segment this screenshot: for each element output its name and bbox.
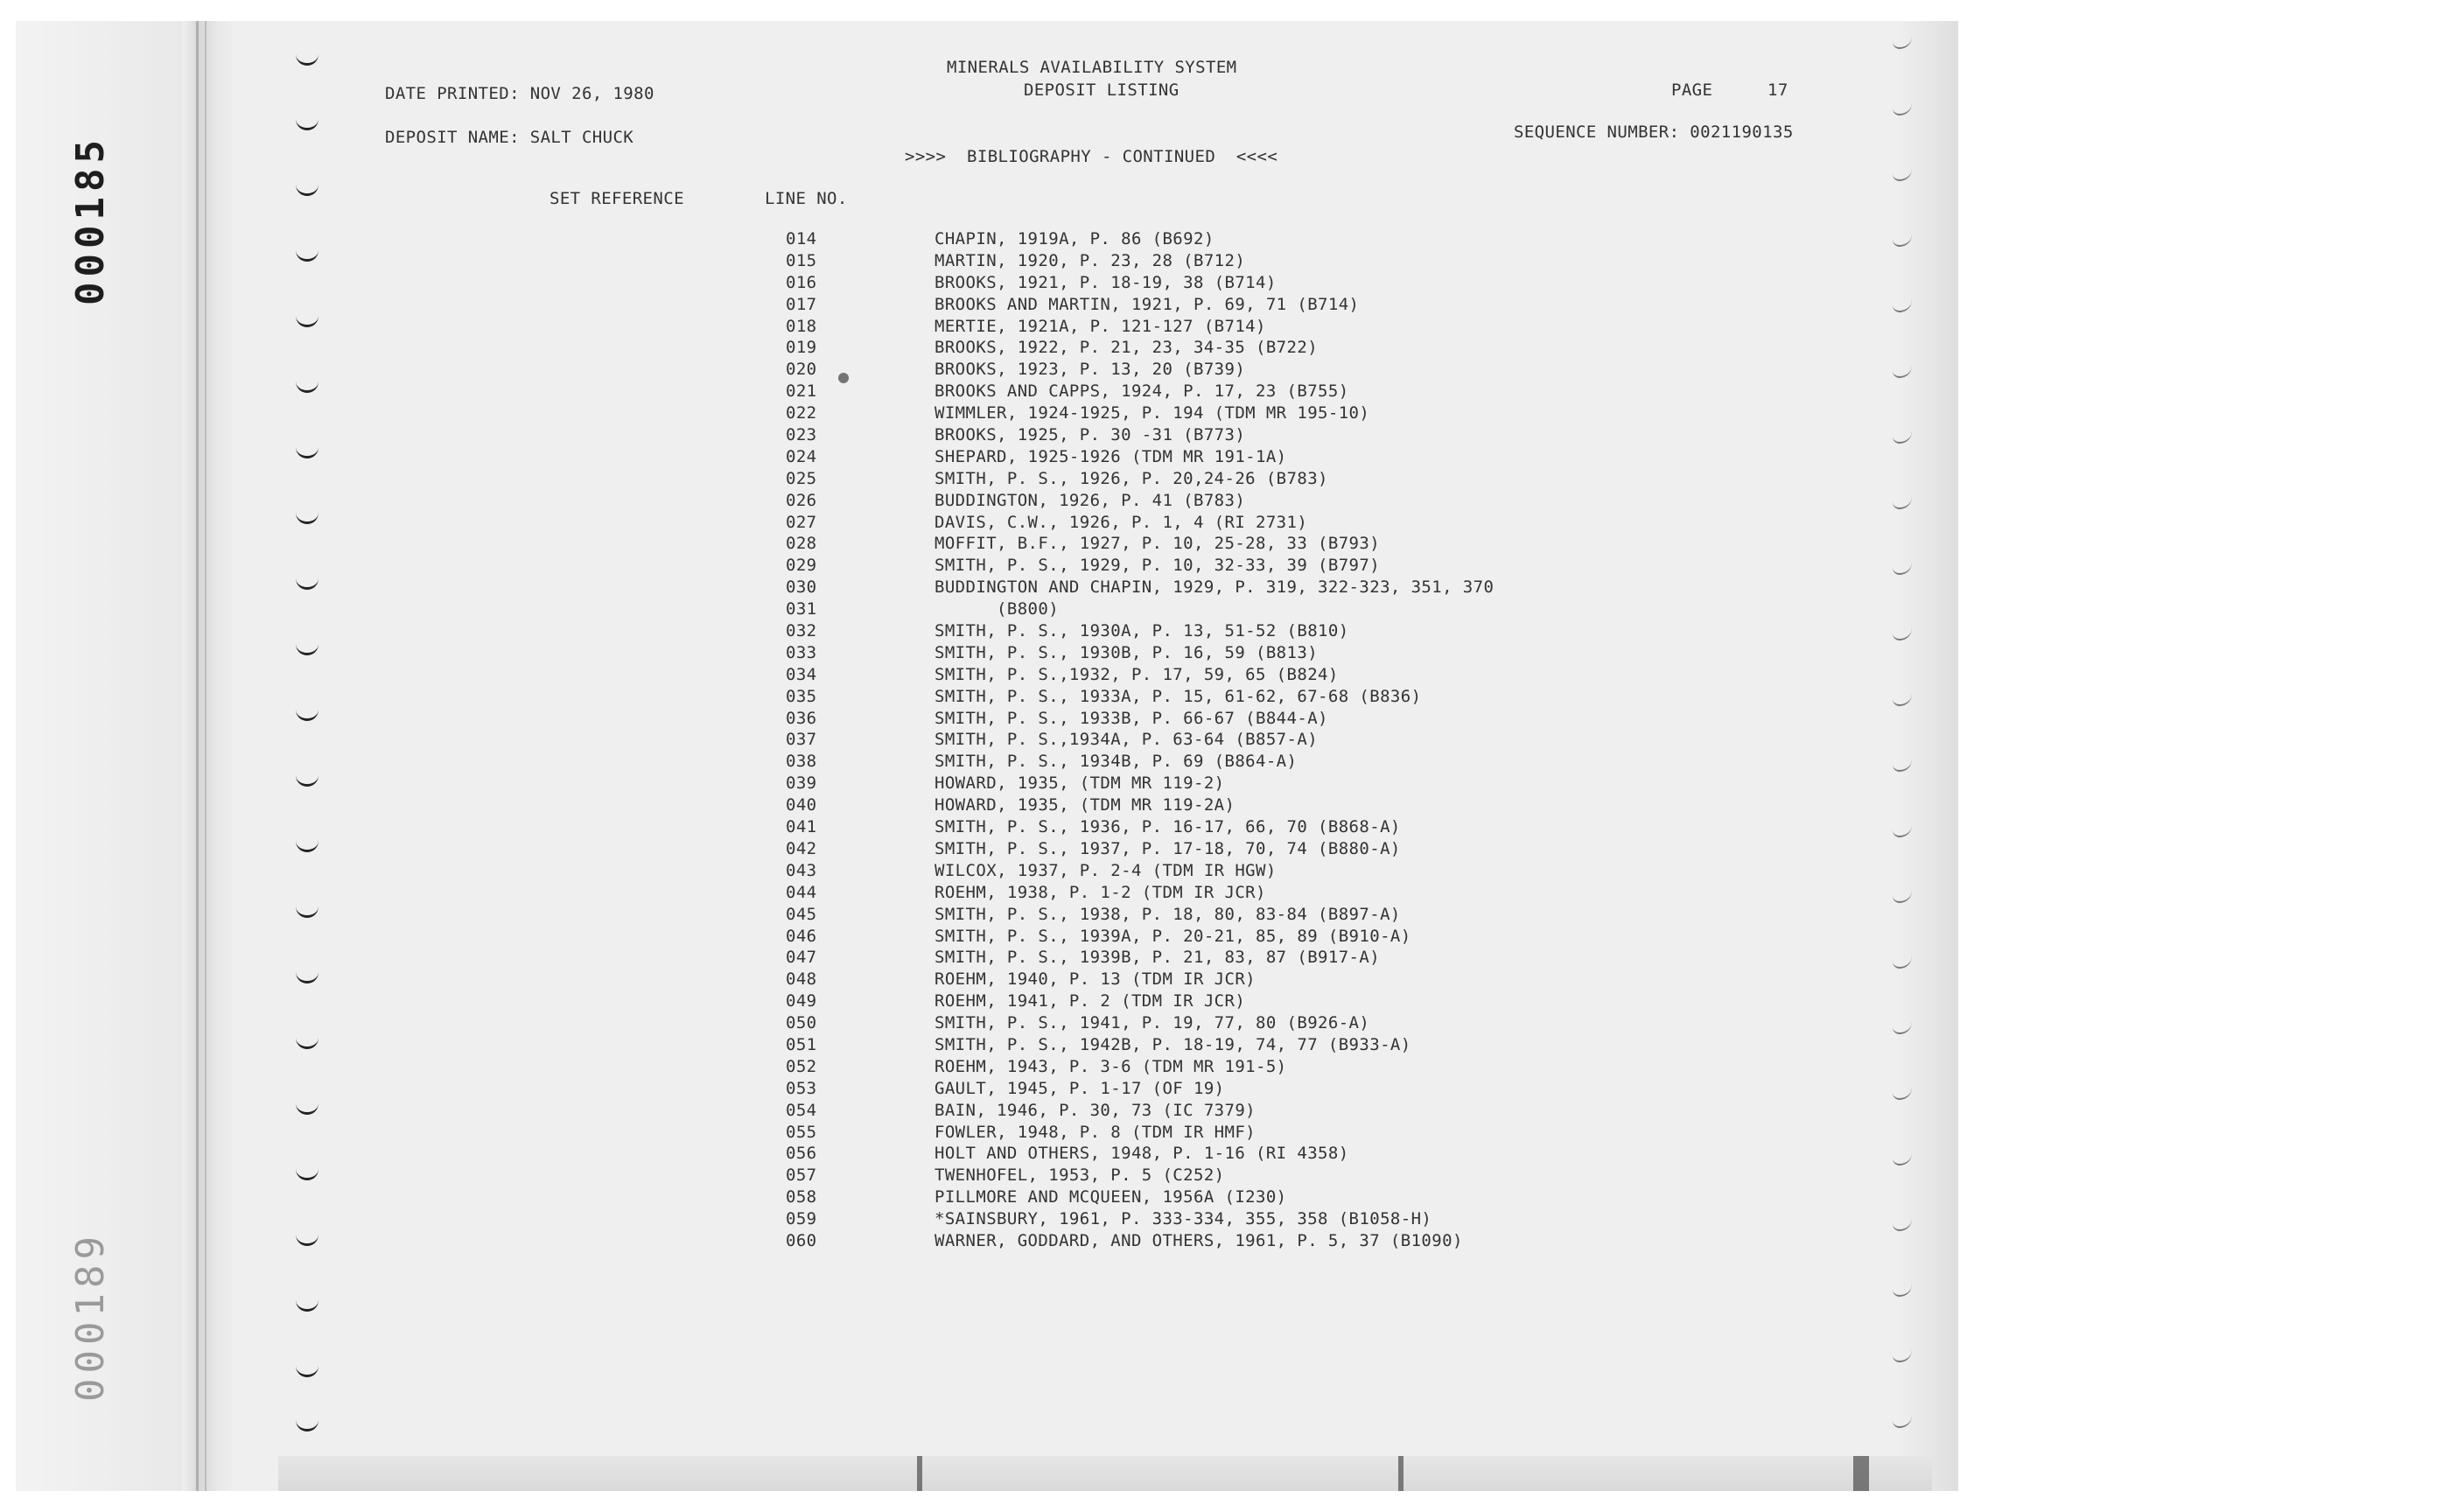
reference-text: BROOKS, 1923, P. 13, 20 (B739) [934, 360, 1246, 380]
reference-text: ROEHM, 1940, P. 13 (TDM IR JCR) [934, 970, 1256, 990]
line-number: 055 [786, 1122, 817, 1142]
reference-text: WARNER, GODDARD, AND OTHERS, 1961, P. 5, 37 (B1090) [934, 1230, 1463, 1250]
section-title: >>>> BIBLIOGRAPHY - CONTINUED <<<< [905, 147, 1278, 166]
line-number: 058 [786, 1187, 817, 1208]
line-number: 051 [786, 1034, 817, 1054]
line-number: 028 [786, 534, 817, 554]
bottom-edge-band [278, 1456, 1932, 1491]
reference-text: *SAINSBURY, 1961, P. 333-334, 355, 358 (B1058-H) [934, 1209, 1432, 1229]
reference-text: SMITH, P. S.,1934A, P. 63-64 (B857-A) [934, 730, 1319, 750]
page-number: 17 [1768, 80, 1788, 100]
line-number: 034 [786, 664, 817, 684]
line-number: 029 [786, 556, 817, 576]
bottom-edge-mark [1853, 1456, 1869, 1491]
feed-hole [296, 116, 318, 130]
line-number: 014 [786, 229, 817, 248]
feed-hole [296, 444, 318, 458]
line-number: 052 [786, 1056, 817, 1076]
feed-hole [296, 1166, 318, 1180]
reference-text: SMITH, P. S., 1936, P. 16-17, 66, 70 (B868-A) [934, 817, 1401, 837]
line-number: 020 [786, 360, 817, 380]
reference-text: CHAPIN, 1919A, P. 86 (B692) [934, 229, 1214, 248]
reference-text: BROOKS, 1922, P. 21, 23, 34-35 (B722) [934, 338, 1319, 358]
reference-text: SMITH, P. S., 1930A, P. 13, 51-52 (B810) [934, 621, 1349, 641]
ink-speck [838, 373, 849, 383]
line-number: 035 [786, 686, 817, 706]
line-number: 030 [786, 578, 817, 598]
line-number: 039 [786, 774, 817, 794]
reference-text: BUDDINGTON AND CHAPIN, 1929, P. 319, 322-323, 351, 370 [934, 578, 1494, 598]
feed-hole [296, 706, 318, 721]
fold-shadow [182, 21, 234, 1491]
line-number: 025 [786, 468, 817, 488]
line-number: 026 [786, 490, 817, 510]
reference-text: (B800) [934, 599, 1060, 620]
page-stamp-bottom: 000189 [68, 1231, 113, 1402]
reference-text: WIMMLER, 1924-1925, P. 194 (TDM MR 195-10) [934, 403, 1370, 424]
reference-text: BAIN, 1946, P. 30, 73 (IC 7379) [934, 1100, 1256, 1120]
reference-text: HOWARD, 1935, (TDM MR 119-2) [934, 774, 1225, 794]
feed-hole [296, 1231, 318, 1246]
line-number: 054 [786, 1100, 817, 1120]
feed-hole [296, 640, 318, 655]
line-no-header: LINE NO. [765, 189, 848, 208]
system-title: MINERALS AVAILABILITY SYSTEM [947, 58, 1237, 77]
line-number: 046 [786, 926, 817, 946]
line-number: 021 [786, 382, 817, 402]
reference-text: MOFFIT, B.F., 1927, P. 10, 25-28, 33 (B793) [934, 534, 1381, 554]
feed-hole [296, 1034, 318, 1049]
feed-hole [296, 1362, 318, 1377]
feed-hole [296, 312, 318, 327]
reference-text: WILCOX, 1937, P. 2-4 (TDM IR HGW) [934, 860, 1277, 880]
line-number: 045 [786, 904, 817, 924]
line-number: 033 [786, 642, 817, 662]
reference-text: SMITH, P. S., 1937, P. 17-18, 70, 74 (B880-A) [934, 838, 1401, 858]
reference-text: ROEHM, 1943, P. 3-6 (TDM MR 191-5) [934, 1056, 1287, 1076]
line-number: 044 [786, 882, 817, 902]
feed-hole [296, 181, 318, 196]
line-number: 049 [786, 991, 817, 1012]
date-printed: DATE PRINTED: NOV 26, 1980 [385, 84, 654, 103]
reference-text: ROEHM, 1941, P. 2 (TDM IR JCR) [934, 991, 1246, 1012]
feed-hole [296, 772, 318, 787]
line-number: 037 [786, 730, 817, 750]
line-number: 016 [786, 272, 817, 292]
line-number: 032 [786, 621, 817, 641]
reference-text: ROEHM, 1938, P. 1-2 (TDM IR JCR) [934, 882, 1266, 902]
reference-text: SMITH, P. S., 1929, P. 10, 32-33, 39 (B797) [934, 556, 1381, 576]
fold-line [196, 21, 199, 1491]
reference-text: SMITH, P. S., 1941, P. 19, 77, 80 (B926-A) [934, 1013, 1370, 1033]
fold-line [205, 21, 206, 1491]
feed-hole [296, 1297, 318, 1312]
reference-text: PILLMORE AND MCQUEEN, 1956A (I230) [934, 1187, 1287, 1208]
line-number: 023 [786, 425, 817, 445]
feed-hole [296, 969, 318, 984]
bottom-edge-mark [917, 1456, 922, 1491]
sequence-number: SEQUENCE NUMBER: 0021190135 [1514, 122, 1794, 142]
deposit-name: DEPOSIT NAME: SALT CHUCK [385, 128, 634, 147]
line-number: 059 [786, 1209, 817, 1229]
line-number: 022 [786, 403, 817, 424]
reference-text: SMITH, P. S., 1939A, P. 20-21, 85, 89 (B910-A) [934, 926, 1411, 946]
reference-text: MARTIN, 1920, P. 23, 28 (B712) [934, 250, 1246, 270]
feed-hole [296, 51, 318, 66]
reference-text: SMITH, P. S., 1942B, P. 18-19, 74, 77 (B933-A) [934, 1034, 1411, 1054]
page-stamp-top: 000185 [68, 135, 113, 305]
line-number: 047 [786, 948, 817, 968]
line-number: 036 [786, 708, 817, 728]
line-number: 060 [786, 1230, 817, 1250]
reference-text: SMITH, P. S., 1939B, P. 21, 83, 87 (B917-A) [934, 948, 1381, 968]
line-number: 027 [786, 512, 817, 532]
reference-text: HOLT AND OTHERS, 1948, P. 1-16 (RI 4358) [934, 1144, 1349, 1164]
reference-text: SHEPARD, 1925-1926 (TDM MR 191-1A) [934, 446, 1287, 466]
feed-hole [296, 378, 318, 393]
line-number: 043 [786, 860, 817, 880]
reference-text: SMITH, P. S., 1930B, P. 16, 59 (B813) [934, 642, 1319, 662]
feed-hole [296, 837, 318, 852]
bottom-edge-mark [1398, 1456, 1404, 1491]
line-number: 018 [786, 316, 817, 336]
reference-text: BROOKS, 1921, P. 18-19, 38 (B714) [934, 272, 1277, 292]
feed-hole [296, 575, 318, 590]
line-number: 040 [786, 795, 817, 816]
reference-text: BROOKS AND CAPPS, 1924, P. 17, 23 (B755) [934, 382, 1349, 402]
reference-text: SMITH, P. S., 1926, P. 20,24-26 (B783) [934, 468, 1328, 488]
line-number: 015 [786, 250, 817, 270]
reference-text: SMITH, P. S., 1933B, P. 66-67 (B844-A) [934, 708, 1328, 728]
reference-text: FOWLER, 1948, P. 8 (TDM IR HMF) [934, 1122, 1256, 1142]
line-number: 038 [786, 752, 817, 772]
page-label: PAGE [1671, 80, 1713, 100]
reference-text: GAULT, 1945, P. 1-17 (OF 19) [934, 1078, 1225, 1098]
line-number: 042 [786, 838, 817, 858]
printout-sheet [16, 21, 1958, 1491]
line-number: 019 [786, 338, 817, 358]
line-number: 050 [786, 1013, 817, 1033]
reference-text: SMITH, P. S., 1933A, P. 15, 61-62, 67-68 (B836) [934, 686, 1422, 706]
feed-hole [296, 1100, 318, 1115]
reference-text: BUDDINGTON, 1926, P. 41 (B783) [934, 490, 1246, 510]
feed-hole [296, 247, 318, 262]
line-number: 048 [786, 970, 817, 990]
line-number: 031 [786, 599, 817, 620]
line-number: 017 [786, 294, 817, 314]
reference-text: HOWARD, 1935, (TDM MR 119-2A) [934, 795, 1236, 816]
reference-text: BROOKS, 1925, P. 30 -31 (B773) [934, 425, 1246, 445]
reference-text: SMITH, P. S.,1932, P. 17, 59, 65 (B824) [934, 664, 1339, 684]
reference-text: SMITH, P. S., 1934B, P. 69 (B864-A) [934, 752, 1298, 772]
reference-text: BROOKS AND MARTIN, 1921, P. 69, 71 (B714) [934, 294, 1360, 314]
line-number: 053 [786, 1078, 817, 1098]
reference-text: TWENHOFEL, 1953, P. 5 (C252) [934, 1166, 1225, 1186]
line-number: 024 [786, 446, 817, 466]
set-reference-header: SET REFERENCE [550, 189, 684, 208]
line-number: 056 [786, 1144, 817, 1164]
line-number: 057 [786, 1166, 817, 1186]
feed-hole [296, 903, 318, 918]
reference-text: DAVIS, C.W., 1926, P. 1, 4 (RI 2731) [934, 512, 1308, 532]
reference-text: MERTIE, 1921A, P. 121-127 (B714) [934, 316, 1266, 336]
feed-hole [296, 1417, 318, 1432]
reference-text: SMITH, P. S., 1938, P. 18, 80, 83-84 (B897-A) [934, 904, 1401, 924]
line-number: 041 [786, 817, 817, 837]
feed-hole [296, 509, 318, 524]
report-title: DEPOSIT LISTING [1024, 80, 1180, 100]
